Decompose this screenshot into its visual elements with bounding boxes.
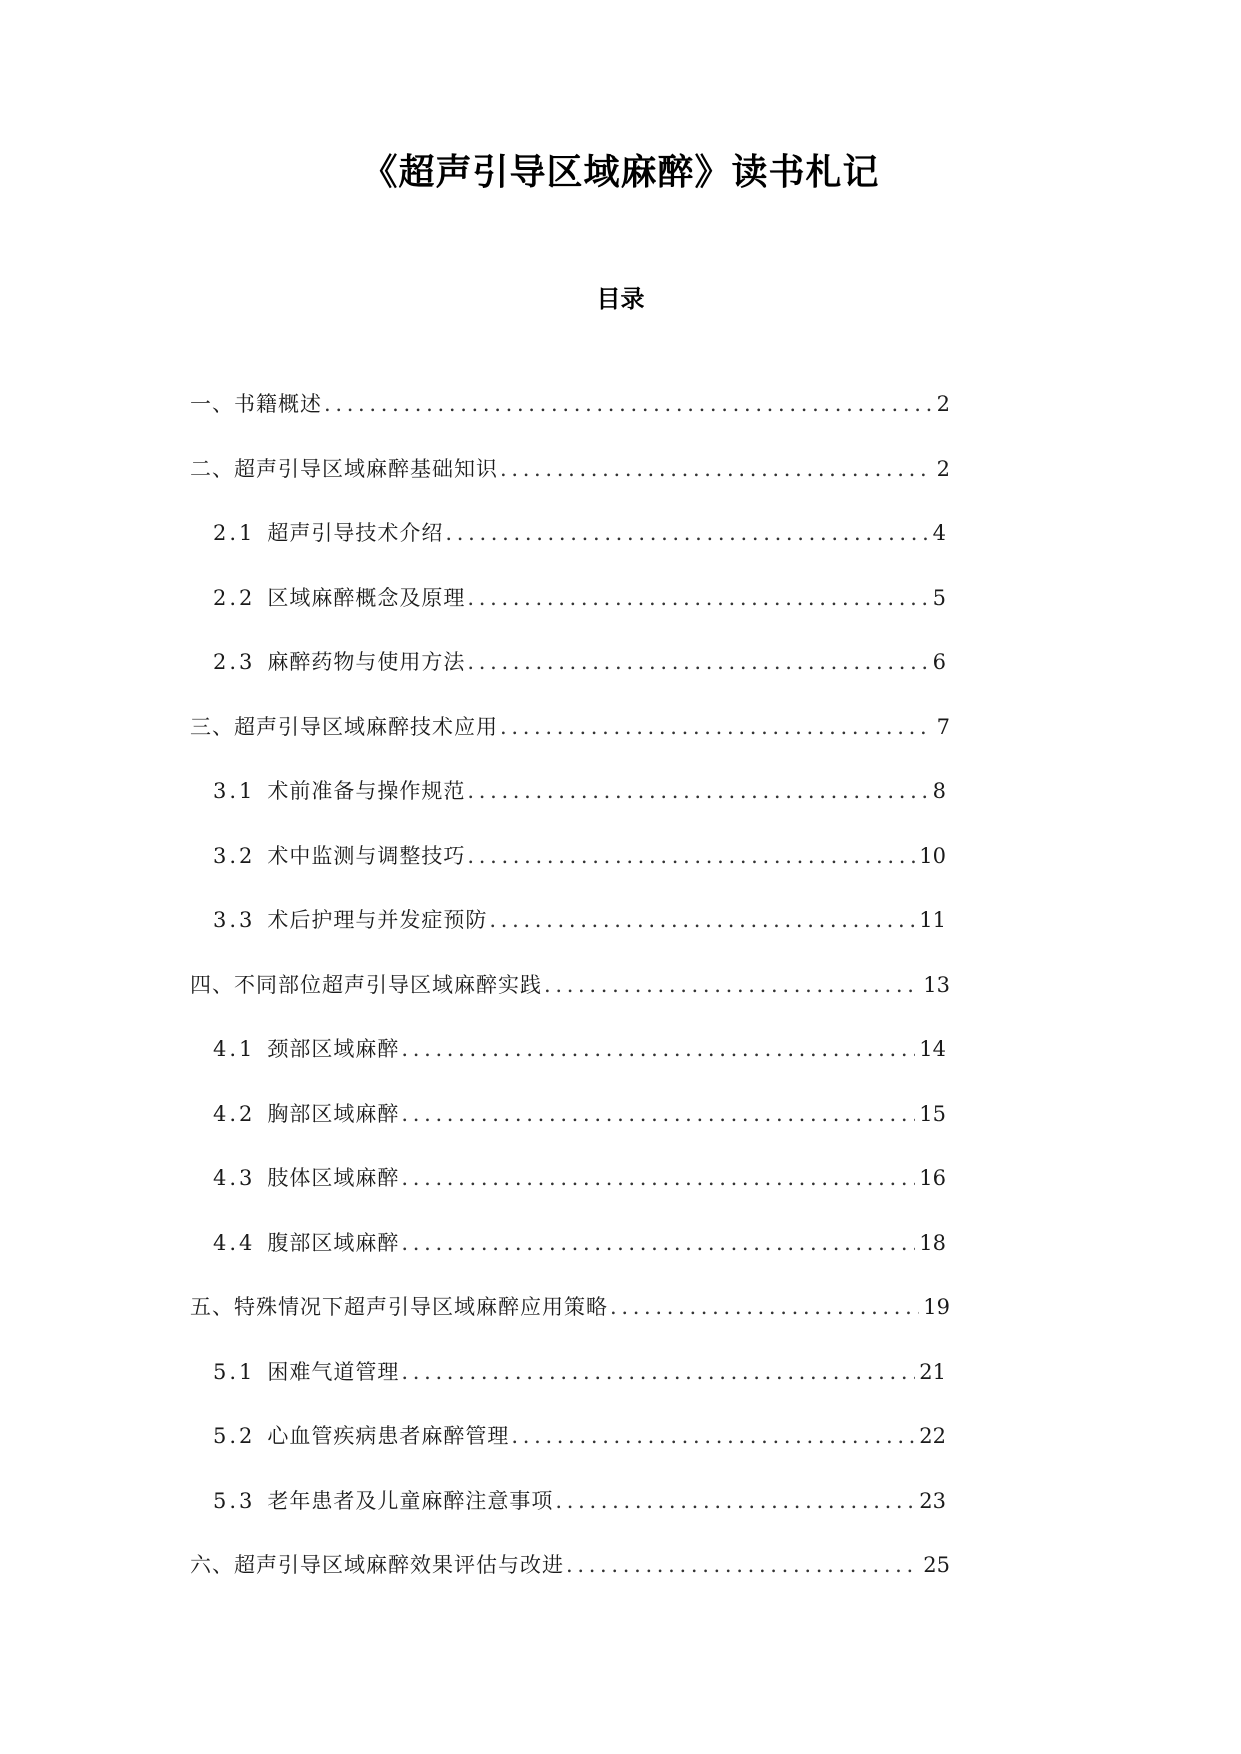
toc-entry-text: 术前准备与操作规范 [267,779,466,803]
toc-section-number: 3.1 [213,779,256,803]
toc-entry-label [213,1416,509,1456]
toc-entry-label [213,900,487,940]
toc-chapter-entry[interactable] [190,449,950,489]
toc-entry-label [213,642,465,682]
toc-page-number: 16 [919,1166,946,1190]
toc-section-number: 3.2 [213,844,256,868]
toc-chapter-entry[interactable] [190,1545,950,1585]
toc-section-number: 4.3 [213,1166,256,1190]
toc-entry-label [190,965,542,1005]
toc-chapter-entry[interactable] [190,1287,950,1327]
toc-page-number: 21 [919,1360,946,1384]
toc-section-entry[interactable] [213,1352,946,1392]
toc-dot-leader [401,1158,915,1198]
toc-section-number: 4.4 [213,1231,256,1255]
toc-entry-label [190,1287,608,1327]
toc-entry-text: 五、特殊情况下超声引导区域麻醉应用策略 [190,1295,608,1319]
toc-entry-label [190,384,322,424]
toc-page-number: 22 [919,1424,946,1448]
toc-dot-leader [324,384,933,424]
toc-entry-text: 困难气道管理 [267,1360,400,1384]
toc-entry-text: 心血管疾病患者麻醉管理 [267,1424,510,1448]
toc-entry-text: 老年患者及儿童麻醉注意事项 [267,1489,554,1513]
toc-dot-leader [445,513,928,553]
toc-section-entry[interactable] [213,836,946,876]
toc-page-number: 4 [932,521,946,545]
toc-dot-leader [467,836,915,876]
toc-section-number: 4.2 [213,1102,256,1126]
toc-page-number: 19 [923,1295,950,1319]
toc-section-number: 2.3 [213,650,256,674]
toc-page-number: 7 [936,715,950,739]
toc-entry-text: 区域麻醉概念及原理 [267,586,466,610]
toc-dot-leader [401,1029,915,1069]
toc-page-number: 18 [919,1231,946,1255]
toc-dot-leader [467,642,928,682]
toc-section-entry[interactable] [213,1223,946,1263]
toc-chapter-entry[interactable] [190,965,950,1005]
toc-section-number: 3.3 [213,908,256,932]
toc-page-number: 11 [919,908,946,932]
toc-section-number: 2.1 [213,521,256,545]
toc-entry-text: 超声引导技术介绍 [267,521,444,545]
toc-section-number: 2.2 [213,586,256,610]
toc-dot-leader [500,707,933,747]
toc-page-number: 2 [936,392,950,416]
toc-page-number: 15 [919,1102,946,1126]
toc-page-number: 25 [923,1553,950,1577]
toc-entry-text: 三、超声引导区域麻醉技术应用 [190,715,498,739]
toc-dot-leader [500,449,933,489]
toc-heading: 目录 [596,285,645,313]
toc-entry-label [213,1029,399,1069]
toc-entry-label [213,1223,399,1263]
toc-entry-label [213,513,443,553]
toc-page-number: 2 [936,457,950,481]
toc-entry-text: 腹部区域麻醉 [267,1231,400,1255]
toc-section-entry[interactable] [213,1481,946,1521]
toc-entry-label [190,707,498,747]
toc-entry-label [190,449,498,489]
toc-entry-text: 六、超声引导区域麻醉效果评估与改进 [190,1553,564,1577]
toc-entry-label [213,1158,399,1198]
toc-section-entry[interactable] [213,771,946,811]
toc-entry-text: 一、书籍概述 [190,392,322,416]
toc-section-number: 5.1 [213,1360,256,1384]
toc-section-entry[interactable] [213,578,946,618]
toc-section-entry[interactable] [213,900,946,940]
toc-dot-leader [401,1094,915,1134]
toc-page-number: 8 [932,779,946,803]
toc-dot-leader [401,1223,915,1263]
toc-dot-leader [401,1352,915,1392]
toc-page-number: 23 [919,1489,946,1513]
toc-entry-text: 术中监测与调整技巧 [267,844,466,868]
toc-entry-text: 术后护理与并发症预防 [267,908,488,932]
toc-entry-label [213,771,465,811]
toc-entry-label [213,1481,553,1521]
toc-dot-leader [555,1481,915,1521]
toc-section-number: 5.2 [213,1424,256,1448]
toc-entry-text: 麻醉药物与使用方法 [267,650,466,674]
toc-chapter-entry[interactable] [190,707,950,747]
document-title: 《超声引导区域麻醉》读书札记 [361,152,880,193]
toc-entry-text: 胸部区域麻醉 [267,1102,400,1126]
toc-section-entry[interactable] [213,1416,946,1456]
toc-entry-text: 颈部区域麻醉 [267,1037,400,1061]
toc-section-entry[interactable] [213,1029,946,1069]
toc-dot-leader [544,965,919,1005]
toc-chapter-entry[interactable] [190,384,950,424]
toc-entry-text: 肢体区域麻醉 [267,1166,400,1190]
toc-section-entry[interactable] [213,642,946,682]
toc-entry-label [213,1352,399,1392]
toc-entry-label [190,1545,564,1585]
toc-entry-text: 二、超声引导区域麻醉基础知识 [190,457,498,481]
toc-entry-label [213,1094,399,1134]
toc-dot-leader [489,900,915,940]
toc-dot-leader [610,1287,919,1327]
toc-section-entry[interactable] [213,513,946,553]
toc-page-number: 14 [919,1037,946,1061]
toc-dot-leader [566,1545,919,1585]
toc-section-entry[interactable] [213,1158,946,1198]
toc-dot-leader [511,1416,915,1456]
toc-section-number: 5.3 [213,1489,256,1513]
toc-section-number: 4.1 [213,1037,256,1061]
toc-entry-label [213,578,465,618]
toc-section-entry[interactable] [213,1094,946,1134]
toc-entry-label [213,836,465,876]
toc-entry-text: 四、不同部位超声引导区域麻醉实践 [190,973,542,997]
toc-page-number: 5 [932,586,946,610]
toc-dot-leader [467,578,928,618]
toc-dot-leader [467,771,928,811]
toc-page-number: 10 [919,844,946,868]
toc-page-number: 6 [932,650,946,674]
toc-page-number: 13 [923,973,950,997]
